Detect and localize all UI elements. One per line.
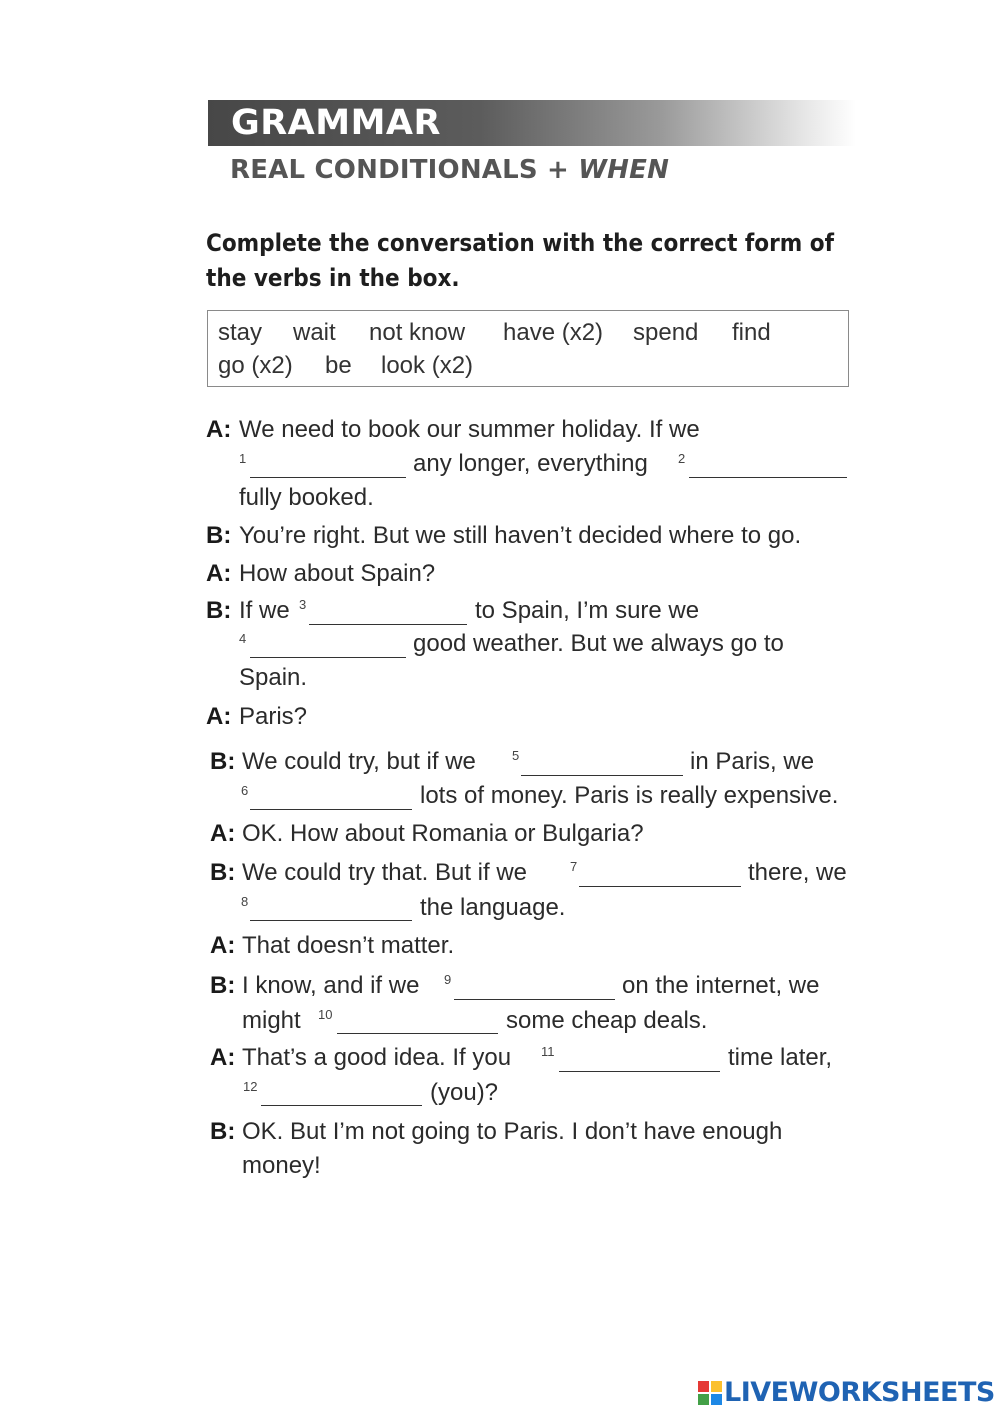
blank-number: 8 [241,894,249,909]
speaker-label: B: [206,597,232,624]
dialogue-text: How about Spain? [239,560,436,587]
blank-number: 7 [570,859,578,874]
answer-blank-11[interactable] [559,1071,720,1072]
answer-blank-6[interactable] [250,809,412,810]
verb-item: have (x2) [503,319,604,346]
instruction-line-2: the verbs in the box. [206,264,460,292]
dialogue-text: any longer, everything [413,450,648,477]
subtitle-main: REAL CONDITIONALS + [230,155,579,185]
dialogue-text: Spain. [239,664,308,691]
answer-blank-2[interactable] [689,477,847,478]
verb-item: not know [369,319,466,346]
blank-number: 5 [512,748,520,763]
blank-number: 11 [541,1044,555,1059]
answer-blank-3[interactable] [309,624,467,625]
speaker-label: B: [210,1118,236,1145]
dialogue-text: good weather. But we always go to [413,630,784,657]
blank-number: 10 [318,1007,333,1022]
liveworksheets-logo-icon [698,1381,722,1405]
dialogue-text: time later, [728,1044,833,1071]
dialogue-text: That’s a good idea. If you [242,1044,512,1071]
blank-number: 2 [678,451,686,466]
verb-item: go (x2) [218,352,293,379]
dialogue-text: some cheap deals. [506,1007,708,1034]
speaker-label: B: [210,972,236,999]
answer-blank-8[interactable] [250,920,412,921]
answer-blank-1[interactable] [250,477,406,478]
dialogue-text: You’re right. But we still haven’t decided where to go. [239,522,802,549]
verb-item: wait [293,319,336,346]
answer-blank-12[interactable] [261,1105,422,1106]
dialogue-text: We need to book our summer holiday. If we [239,416,700,443]
dialogue-text: in Paris, we [690,748,815,775]
dialogue-text: I know, and if we [242,972,420,999]
dialogue-text: there, we [748,859,847,886]
answer-blank-5[interactable] [521,775,683,776]
blank-number: 9 [444,972,452,987]
dialogue-text: OK. How about Romania or Bulgaria? [242,820,644,847]
verb-item: find [732,319,771,346]
speaker-label: A: [210,820,236,847]
section-title: GRAMMAR [231,103,441,143]
speaker-label: B: [210,748,236,775]
dialogue-text: OK. But I’m not going to Paris. I don’t have enough [242,1118,783,1145]
answer-blank-7[interactable] [579,886,741,887]
dialogue-text: Paris? [239,703,308,730]
speaker-label: A: [206,703,232,730]
speaker-label: A: [210,932,236,959]
dialogue-text: on the internet, we [622,972,820,999]
verb-item: be [325,352,352,379]
dialogue-text: (you)? [430,1079,499,1106]
dialogue-text: the language. [420,894,566,921]
dialogue-text: We could try that. But if we [242,859,528,886]
speaker-label: A: [210,1044,236,1071]
dialogue-text: lots of money. Paris is really expensive. [420,782,839,809]
speaker-label: B: [210,859,236,886]
blank-number: 6 [241,783,249,798]
instruction-line-1: Complete the conversation with the correct form of [206,229,835,257]
dialogue-text: might [242,1007,301,1034]
subtitle-emphasis: WHEN [578,155,670,185]
speaker-label: B: [206,522,232,549]
verb-item: look (x2) [381,352,474,379]
blank-number: 12 [243,1079,258,1094]
blank-number: 1 [239,451,247,466]
verb-item: stay [218,319,263,346]
dialogue-text: We could try, but if we [242,748,476,775]
logo-text: LIVEWORKSHEETS [724,1377,995,1408]
dialogue-text: If we [239,597,290,624]
dialogue-text: That doesn’t matter. [242,932,455,959]
blank-number: 3 [299,597,307,612]
blank-number: 4 [239,631,247,646]
speaker-label: A: [206,416,232,443]
dialogue-text: fully booked. [239,484,374,511]
dialogue-text: money! [242,1152,321,1179]
answer-blank-4[interactable] [250,657,406,658]
answer-blank-10[interactable] [337,1033,498,1034]
answer-blank-9[interactable] [454,999,615,1000]
dialogue-text: to Spain, I’m sure we [475,597,700,624]
speaker-label: A: [206,560,232,587]
verb-item: spend [633,319,699,346]
